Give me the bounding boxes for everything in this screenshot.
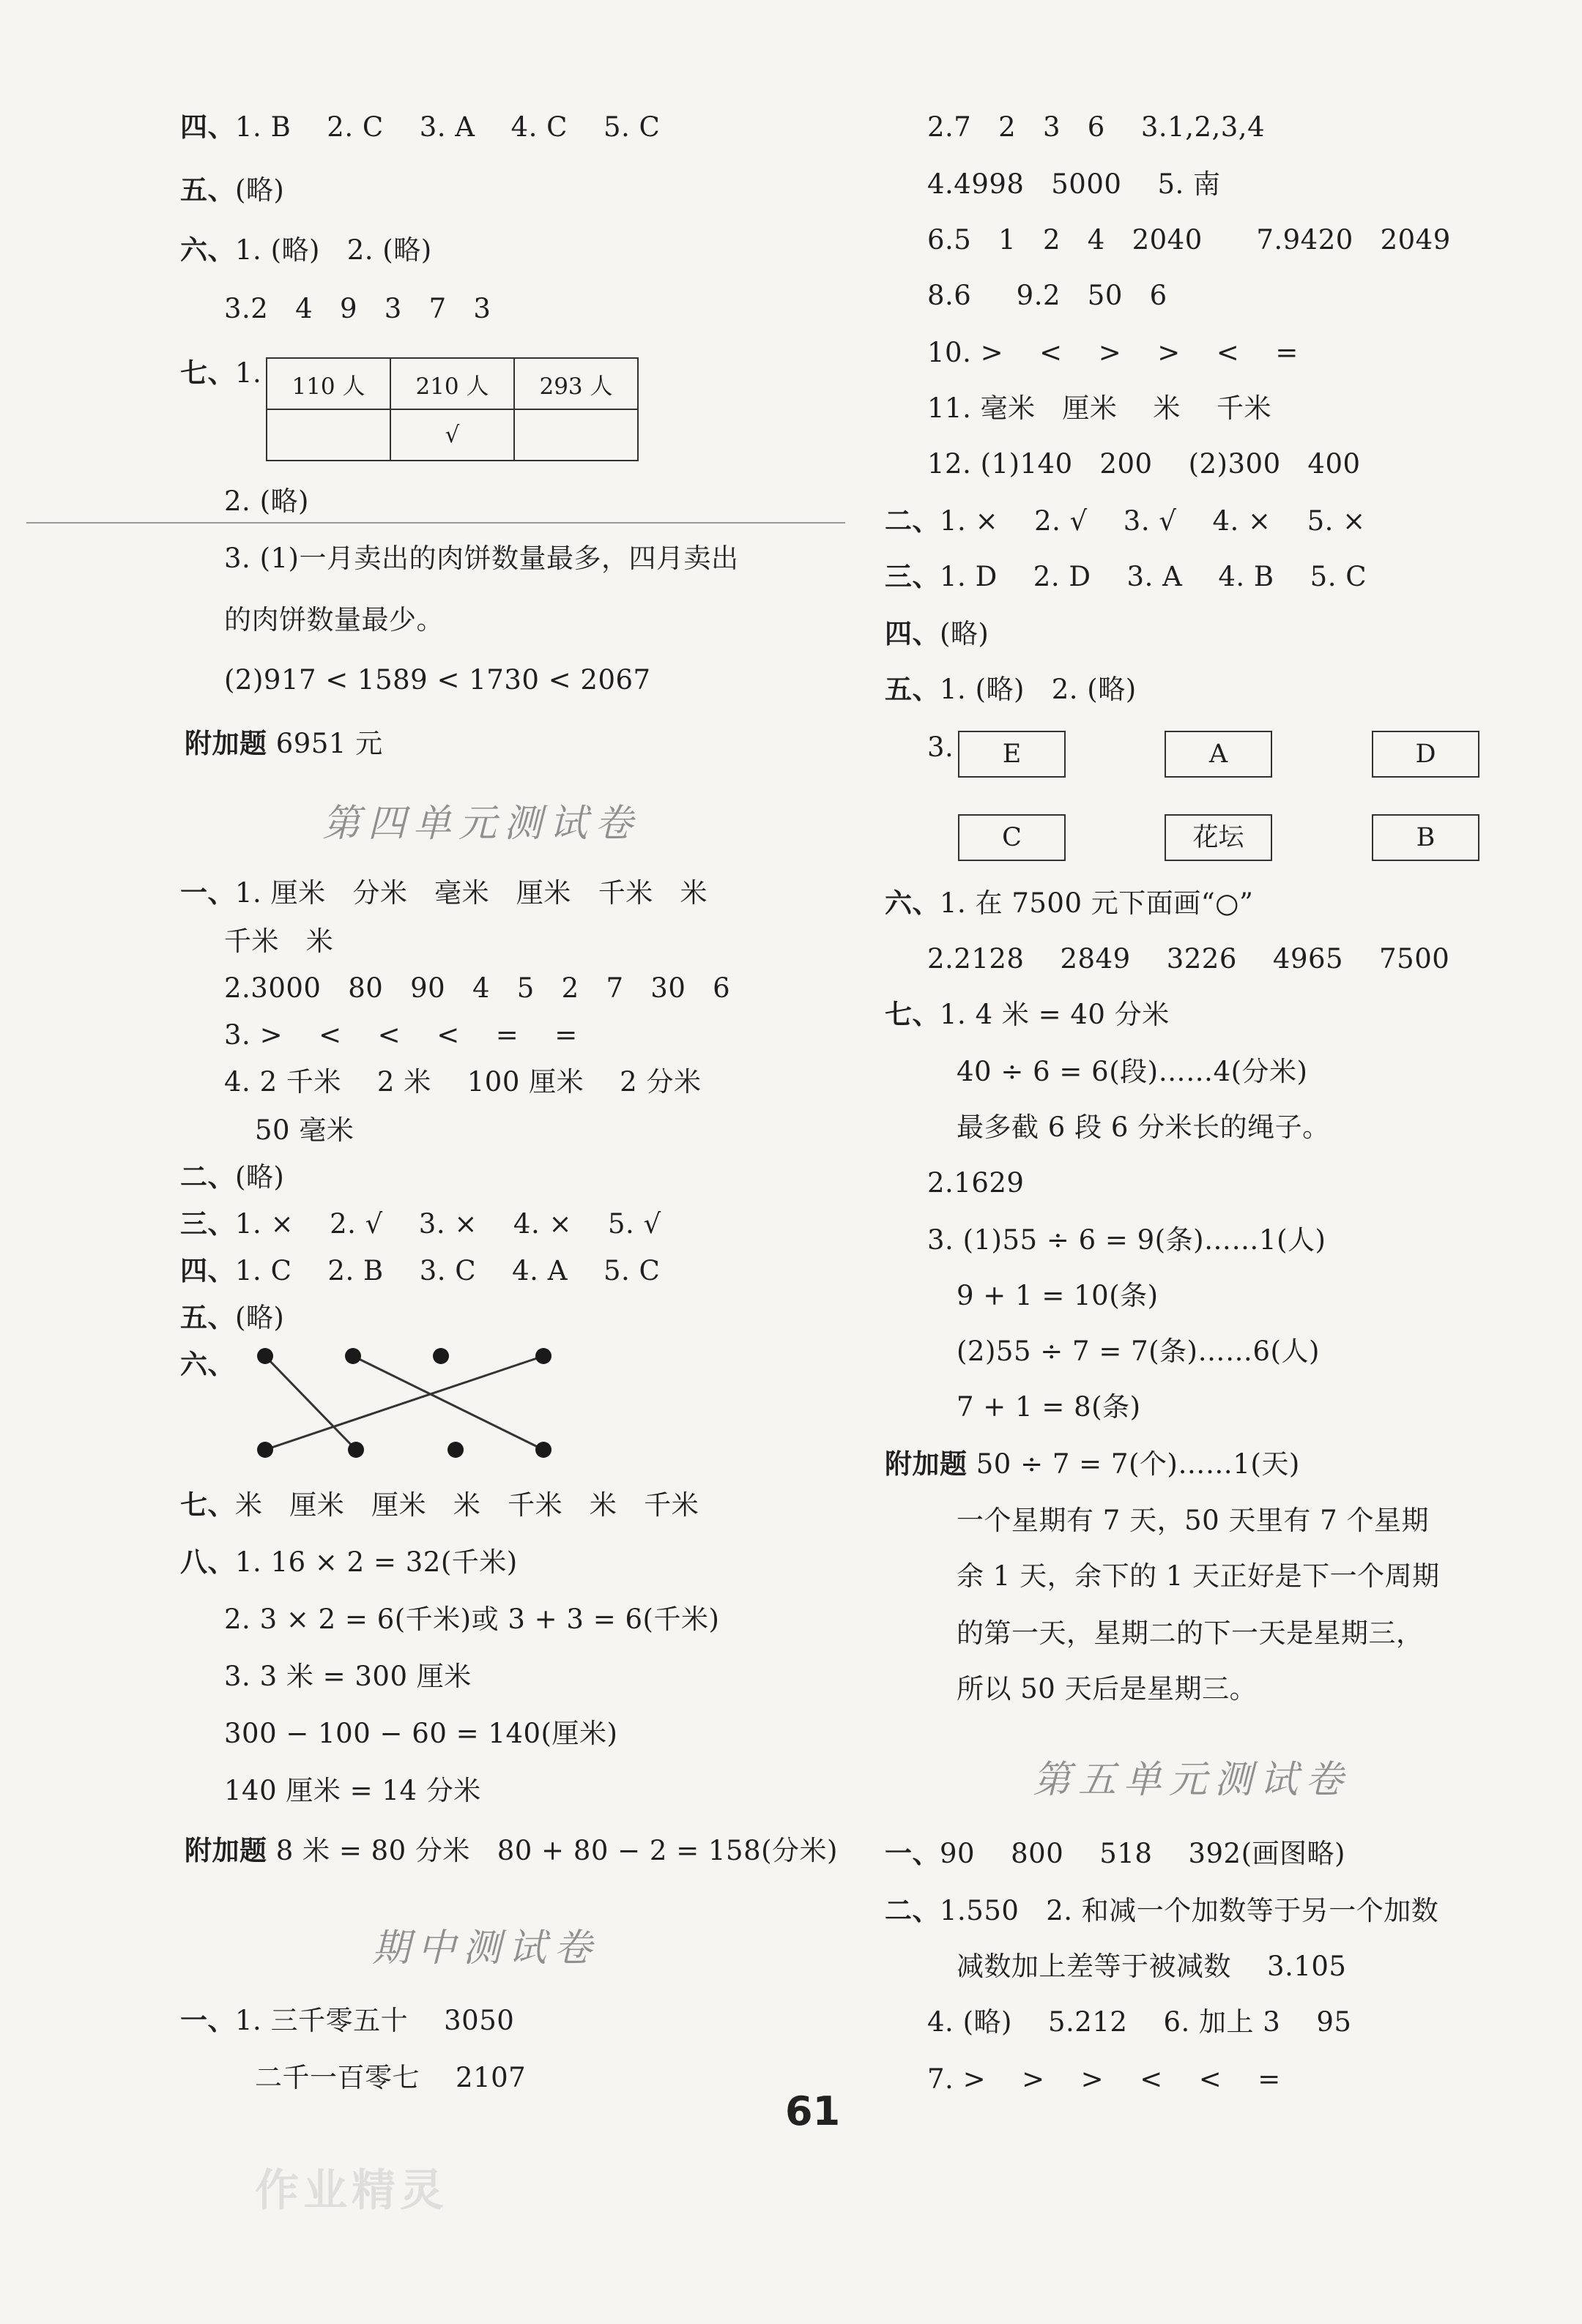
answer-line bbox=[927, 1167, 1024, 1199]
answer-text: (略) bbox=[235, 174, 285, 206]
dot bbox=[448, 1442, 464, 1458]
table-cell bbox=[514, 409, 638, 461]
answer-text: 1. (略) 2. (略) bbox=[940, 674, 1137, 705]
answer-text: 8 米 = 80 分米 80 + 80 − 2 = 158(分米) bbox=[267, 1835, 838, 1866]
answer-line bbox=[927, 943, 1449, 975]
answer-text: 7. > > > < < = bbox=[927, 2063, 1281, 2095]
divider bbox=[26, 522, 845, 524]
answer-line bbox=[957, 1336, 1320, 1368]
q-number: 二、 bbox=[885, 1894, 940, 1926]
q-number: 三、 bbox=[885, 560, 940, 592]
answer-line: 3. bbox=[927, 731, 954, 763]
answer-line bbox=[224, 972, 730, 1005]
answer-text: 50 毫米 bbox=[255, 1114, 354, 1146]
answer-line bbox=[957, 1391, 1141, 1423]
answer-text: 2.2128 2849 3226 4965 7500 bbox=[927, 943, 1450, 975]
answer-text: 1. C 2. B 3. C 4. A 5. C bbox=[235, 1255, 661, 1286]
answer-table bbox=[266, 357, 639, 461]
answer-box: D bbox=[1372, 731, 1479, 778]
q-number: 五、 bbox=[180, 174, 235, 206]
answer-text: 300 − 100 − 60 = 140(厘米) bbox=[224, 1718, 618, 1749]
bonus-line bbox=[185, 1835, 838, 1867]
answer-line bbox=[180, 234, 432, 267]
answer-line bbox=[927, 168, 1221, 201]
answer-box: 花坛 bbox=[1165, 814, 1272, 861]
answer-line bbox=[957, 1056, 1308, 1088]
answer-text: 1. 在 7500 元下面画“○” bbox=[940, 887, 1254, 919]
answer-text: 9 + 1 = 10(条) bbox=[957, 1280, 1159, 1311]
q-number: 七、 bbox=[885, 998, 940, 1030]
answer-line bbox=[180, 357, 261, 390]
page-number: 61 bbox=[785, 2088, 841, 2134]
answer-text: 2.1629 bbox=[927, 1167, 1025, 1199]
q-number: 一、 bbox=[180, 876, 235, 909]
section-title: 第四单元测试卷 bbox=[322, 802, 641, 846]
table-header: 293 人 bbox=[514, 358, 638, 409]
answer-text: 6951 元 bbox=[267, 728, 383, 759]
answer-box: A bbox=[1165, 731, 1272, 778]
answer-text: 8.6 9.2 50 6 bbox=[927, 280, 1167, 311]
answer-line bbox=[224, 1066, 702, 1098]
answer-line bbox=[927, 1224, 1326, 1256]
answer-text: 1. × 2. √ 3. × 4. × 5. √ bbox=[235, 1208, 661, 1240]
answer-line bbox=[885, 561, 1367, 593]
q-number: 三、 bbox=[180, 1207, 235, 1240]
q-number: 一、 bbox=[885, 1837, 940, 1869]
answer-text: 1. bbox=[235, 357, 262, 389]
answer-line bbox=[224, 1718, 617, 1750]
answer-line bbox=[927, 224, 1451, 256]
q-number: 六、 bbox=[180, 234, 235, 266]
q-number: 四、 bbox=[885, 617, 940, 649]
answer-text: 3. > < < < = = bbox=[224, 1019, 578, 1051]
dot bbox=[535, 1442, 552, 1458]
answer-text: 140 厘米 = 14 分米 bbox=[224, 1775, 481, 1806]
answer-line: 的第一天，星期二的下一天是星期三， bbox=[957, 1617, 1424, 1649]
answer-text: 1. 4 米 = 40 分米 bbox=[940, 999, 1170, 1030]
answer-line: 一个星期有 7 天，50 天里有 7 个星期 bbox=[957, 1505, 1429, 1536]
answer-text: 1.550 2. 和减一个加数等于另一个加数 bbox=[940, 1895, 1439, 1926]
answer-text: 千米 米 bbox=[224, 925, 334, 957]
answer-text: 1. × 2. √ 3. √ 4. × 5. × bbox=[940, 505, 1366, 537]
answer-text: 1. 三千零五十 3050 bbox=[235, 2005, 515, 2036]
answer-text: 40 ÷ 6 = 6(段)……4(分米) bbox=[957, 1056, 1308, 1087]
match-line bbox=[353, 1356, 543, 1450]
answer-text: (略) bbox=[235, 1302, 285, 1333]
q-number: 四、 bbox=[180, 111, 235, 143]
answer-text: 3. 3 米 = 300 厘米 bbox=[224, 1661, 472, 1692]
answer-line bbox=[885, 505, 1366, 537]
answer-text: 2.7 2 3 6 3.1,2,3,4 bbox=[927, 111, 1266, 143]
section-title: 期中测试卷 bbox=[372, 1926, 600, 1970]
answer-line bbox=[885, 887, 1253, 920]
answer-box: C bbox=[958, 814, 1066, 861]
q-number: 五、 bbox=[885, 673, 940, 705]
answer-text: 最多截 6 段 6 分米长的绳子。 bbox=[957, 1111, 1330, 1143]
answer-text: 减数加上差等于被减数 3.105 bbox=[957, 1951, 1347, 1982]
answer-line: 的肉饼数量最少。 bbox=[224, 604, 444, 636]
answer-line bbox=[957, 1111, 1330, 1144]
q-number: 一、 bbox=[180, 2004, 235, 2036]
answer-line bbox=[180, 1161, 284, 1193]
bonus-label: 附加题 bbox=[185, 1834, 267, 1866]
answer-line bbox=[180, 1349, 235, 1381]
answer-text: (略) bbox=[940, 618, 989, 649]
answer-line bbox=[180, 1546, 518, 1579]
answer-text: 50 ÷ 7 = 7(个)……1(天) bbox=[967, 1448, 1300, 1480]
q-number: 六、 bbox=[180, 1348, 235, 1380]
answer-line: 余 1 天，余下的 1 天正好是下一个周期 bbox=[957, 1560, 1440, 1592]
q-number: 五、 bbox=[180, 1301, 235, 1333]
bonus-label: 附加题 bbox=[185, 727, 267, 759]
answer-line bbox=[180, 1302, 284, 1334]
dot bbox=[345, 1348, 361, 1364]
answer-text: (略) bbox=[235, 1161, 285, 1193]
answer-line bbox=[927, 337, 1299, 369]
answer-line bbox=[885, 999, 1170, 1031]
answer-line bbox=[255, 1114, 354, 1147]
answer-text: 2. 3 × 2 = 6(千米)或 3 + 3 = 6(千米) bbox=[224, 1604, 720, 1635]
answer-line bbox=[224, 1019, 578, 1051]
answer-line bbox=[224, 1775, 481, 1807]
answer-line bbox=[927, 111, 1265, 144]
answer-text: 1. (略) 2. (略) bbox=[235, 234, 432, 266]
answer-text: 4.4998 5000 5. 南 bbox=[927, 168, 1221, 200]
q-number: 二、 bbox=[180, 1161, 235, 1193]
answer-line bbox=[180, 1255, 660, 1287]
answer-line bbox=[180, 174, 284, 206]
answer-line bbox=[957, 1951, 1346, 1983]
q-number: 二、 bbox=[885, 504, 940, 537]
answer-line bbox=[180, 877, 708, 909]
answer-text: 3.2 4 9 3 7 3 bbox=[224, 293, 491, 324]
answer-line bbox=[224, 1604, 719, 1636]
section-title: 第五单元测试卷 bbox=[1033, 1758, 1351, 1802]
answer-line bbox=[885, 1895, 1438, 1927]
answer-line bbox=[927, 280, 1167, 312]
answer-text: 1. D 2. D 3. A 4. B 5. C bbox=[940, 561, 1367, 592]
answer-text: (2)55 ÷ 7 = 7(条)……6(人) bbox=[957, 1336, 1320, 1367]
answer-box: B bbox=[1372, 814, 1479, 861]
dot bbox=[535, 1348, 552, 1364]
answer-text: 1. 厘米 分米 毫米 厘米 千米 米 bbox=[235, 877, 708, 909]
answer-text: 11. 毫米 厘米 米 千米 bbox=[927, 392, 1271, 424]
q-number: 八、 bbox=[180, 1546, 235, 1578]
answer-text: 米 厘米 厘米 米 千米 米 千米 bbox=[235, 1489, 699, 1521]
answer-line bbox=[224, 925, 333, 958]
answer-line bbox=[885, 1838, 1345, 1870]
answer-text: 二千一百零七 2107 bbox=[255, 2062, 527, 2093]
table-header: 110 人 bbox=[267, 358, 390, 409]
answer-line bbox=[927, 392, 1271, 425]
matching-diagram bbox=[249, 1340, 571, 1464]
bonus-label: 附加题 bbox=[885, 1448, 968, 1480]
answer-text: 7 + 1 = 8(条) bbox=[957, 1391, 1141, 1423]
dot bbox=[348, 1442, 364, 1458]
answer-text: 90 800 518 392(画图略) bbox=[940, 1838, 1345, 1869]
answer-line bbox=[885, 618, 989, 650]
answer-line bbox=[927, 448, 1361, 480]
answer-line bbox=[180, 2005, 514, 2037]
answer-line bbox=[180, 1208, 661, 1240]
answer-line bbox=[885, 674, 1137, 706]
answer-line bbox=[927, 2006, 1351, 2038]
dot bbox=[433, 1348, 449, 1364]
answer-line bbox=[224, 1661, 472, 1693]
answer-line: (2)917 < 1589 < 1730 < 2067 bbox=[224, 664, 651, 696]
match-line bbox=[265, 1356, 356, 1450]
answer-text: 4. 2 千米 2 米 100 厘米 2 分米 bbox=[224, 1066, 702, 1098]
answer-text: 4. (略) 5.212 6. 加上 3 95 bbox=[927, 2006, 1352, 2038]
dot bbox=[257, 1348, 273, 1364]
answer-box: E bbox=[958, 731, 1066, 778]
answer-line: 所以 50 天后是星期三。 bbox=[957, 1673, 1258, 1705]
table-header: 210 人 bbox=[390, 358, 514, 409]
match-line bbox=[265, 1356, 543, 1450]
answer-text: 1. 16 × 2 = 32(千米) bbox=[235, 1546, 518, 1578]
answer-line bbox=[255, 2062, 526, 2094]
q-number: 四、 bbox=[180, 1254, 235, 1286]
answer-line bbox=[180, 111, 660, 144]
bonus-line bbox=[885, 1448, 1300, 1481]
answer-text: 2.3000 80 90 4 5 2 7 30 6 bbox=[224, 972, 731, 1004]
answer-line bbox=[224, 293, 491, 325]
answer-line: 2. (略) bbox=[224, 485, 309, 517]
q-number: 七、 bbox=[180, 357, 235, 389]
answer-line bbox=[180, 1489, 699, 1522]
answer-line: 3. (1)一月卖出的肉饼数量最多，四月卖出 bbox=[224, 543, 739, 574]
table-cell: √ bbox=[390, 409, 514, 461]
bonus-line bbox=[185, 728, 383, 760]
q-number: 六、 bbox=[885, 887, 940, 919]
table-cell bbox=[267, 409, 390, 461]
answer-text: 6.5 1 2 4 2040 7.9420 2049 bbox=[927, 224, 1451, 256]
answer-line bbox=[957, 1280, 1159, 1312]
watermark: 作业精灵 bbox=[255, 2165, 448, 2216]
dot bbox=[257, 1442, 273, 1458]
answer-text: 12. (1)140 200 (2)300 400 bbox=[927, 448, 1361, 480]
answer-text: 3. (1)55 ÷ 6 = 9(条)……1(人) bbox=[927, 1224, 1326, 1256]
answer-text: 1. B 2. C 3. A 4. C 5. C bbox=[235, 111, 661, 143]
answer-line bbox=[927, 2063, 1281, 2096]
answer-text: 10. > < > > < = bbox=[927, 337, 1299, 368]
q-number: 七、 bbox=[180, 1489, 235, 1521]
